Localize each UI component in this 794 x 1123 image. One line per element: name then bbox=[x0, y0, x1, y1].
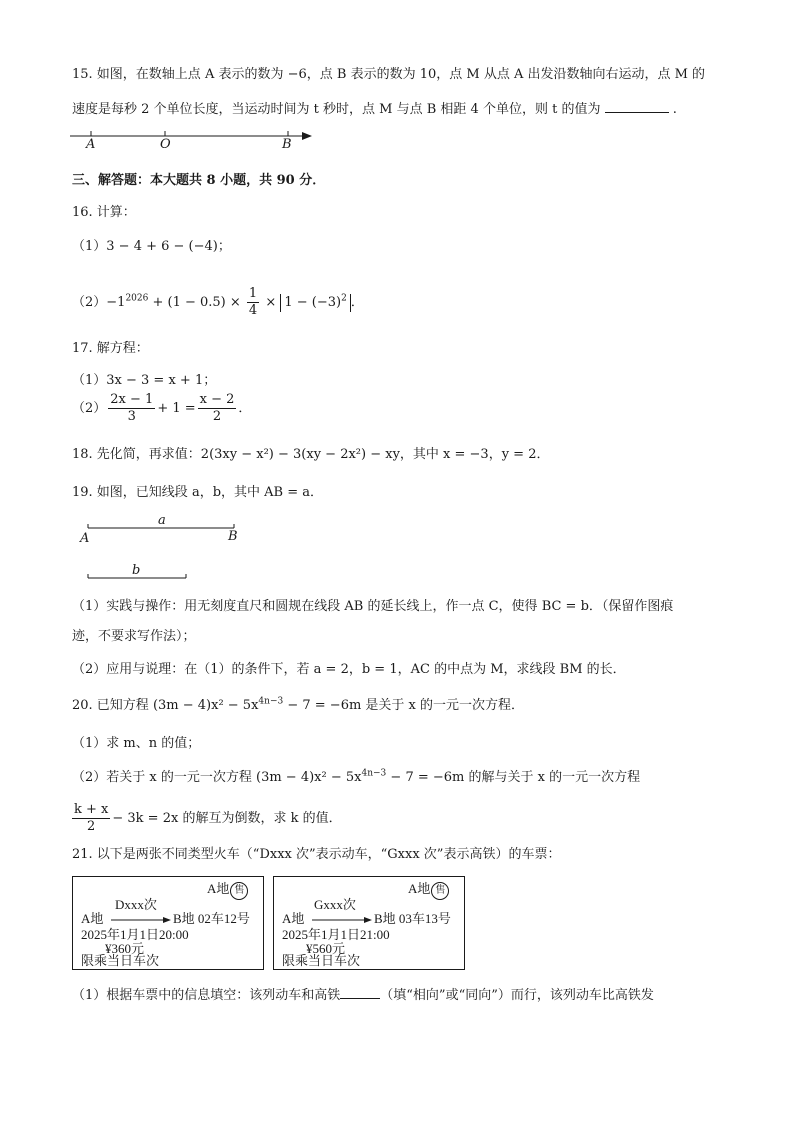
q15-line2 bbox=[72, 100, 677, 119]
ticket-seat: 02车12号 bbox=[197, 911, 250, 926]
frac-numerator: k + x bbox=[74, 802, 109, 817]
axis-label-a: A bbox=[86, 137, 96, 152]
ticket-from: A地 bbox=[282, 911, 305, 926]
q20-title-post: − 7 = −6m 是关于 x 的一元一次方程． bbox=[283, 698, 525, 713]
ticket-note: 限乘当日车次 bbox=[282, 953, 361, 968]
ticket-dongche bbox=[72, 876, 264, 970]
axis-arrow bbox=[302, 132, 312, 140]
point-a-label: A bbox=[80, 531, 90, 546]
q20-title bbox=[72, 697, 524, 715]
q20-fraction bbox=[72, 802, 110, 835]
ticket-gaotie bbox=[273, 876, 465, 970]
q16-p2-end: ． bbox=[350, 295, 364, 310]
q15-line1: 15. 如图，在数轴上点 A 表示的数为 −6，点 B 表示的数为 10，点 M 从点 A 出发沿数轴向右运动，点 M 的 bbox=[72, 67, 706, 82]
segment-a-label: a bbox=[158, 513, 166, 528]
q20-part2-cont bbox=[70, 802, 342, 835]
frac-denominator: 4 bbox=[248, 303, 258, 318]
ticket-to-seat bbox=[374, 911, 451, 927]
ticket-station bbox=[207, 881, 248, 900]
segment-b-label: b bbox=[132, 563, 141, 578]
q21-p1-post: （填“相向”或“同向”）而行，该列动车比高铁发 bbox=[380, 988, 654, 1003]
frac-denominator: 2 bbox=[212, 409, 222, 424]
frac-numerator: x − 2 bbox=[199, 392, 235, 407]
ticket-train: Gxxx次 bbox=[314, 897, 356, 912]
q16-p2-mid: + (1 − 0.5) × bbox=[148, 295, 245, 310]
q20-title-exp: 4n−3 bbox=[258, 696, 284, 707]
axis-label-o: O bbox=[160, 137, 171, 152]
q16-p2-times: × bbox=[261, 295, 281, 310]
ticket-station-text: A地 bbox=[207, 881, 230, 896]
ticket-date: 2025年1月1日20:00 bbox=[81, 927, 189, 942]
q20-p2-post: − 7 = −6m 的解与关于 x 的一元一次方程 bbox=[386, 770, 641, 785]
q15-line2-text: 速度是每秒 2 个单位长度，当运动时间为 t 秒时，点 M 与点 B 相距 4 个单位，则 t 的值为 bbox=[72, 102, 601, 117]
ticket-to: B地 bbox=[374, 911, 396, 926]
q17-part1: （1）3x − 3 = x + 1； bbox=[72, 373, 217, 388]
ticket-train: Dxxx次 bbox=[115, 897, 157, 912]
axis-label-b: B bbox=[282, 137, 292, 152]
point-b-label: B bbox=[228, 529, 238, 544]
q19-title: 19. 如图，已知线段 a，b，其中 AB = a． bbox=[72, 485, 323, 500]
ticket-station-text: A地 bbox=[408, 881, 431, 896]
q20-p2-exp: 4n−3 bbox=[361, 768, 387, 779]
ticket-date: 2025年1月1日21:00 bbox=[282, 927, 390, 942]
ticket-seat: 03车13号 bbox=[398, 911, 451, 926]
q19-part1-line1: （1）实践与操作：用无刻度直尺和圆规在线段 AB 的延长线上，作一点 C，使得 BC = b．（保留作图痕 bbox=[72, 599, 674, 614]
q16-fraction bbox=[247, 286, 259, 319]
q17-p2-end: ． bbox=[238, 401, 252, 416]
q21-p1-text: （1）根据车票中的信息填空：该列动车和高铁 bbox=[72, 988, 341, 1003]
ticket-to: B地 bbox=[173, 911, 195, 926]
q20-p2-pre: （2）若关于 x 的一元一次方程 (3m − 4)x² − 5x bbox=[72, 770, 362, 785]
frac-denominator: 2 bbox=[87, 819, 96, 834]
ticket-to-seat bbox=[173, 911, 250, 927]
answer-blank bbox=[340, 986, 380, 999]
q18-text: 18. 先化简，再求值：2(3xy − x²) − 3(xy − 2x²) − xy，其中 x = −3，y = 2． bbox=[72, 447, 550, 462]
frac-numerator: 1 bbox=[248, 286, 258, 301]
q20-title-pre: 20. 已知方程 (3m − 4)x² − 5x bbox=[72, 698, 259, 713]
q16-part2 bbox=[72, 286, 364, 319]
answer-blank bbox=[605, 100, 669, 113]
q16-abs bbox=[280, 294, 350, 312]
q21-part1 bbox=[72, 986, 654, 1005]
ticket-note: 限乘当日车次 bbox=[81, 953, 160, 968]
arrow-right-icon bbox=[109, 915, 173, 925]
q16-part1: （1）3 − 4 + 6 − (−4)； bbox=[72, 239, 231, 254]
q16-p2-prefix: （2）−1 bbox=[72, 295, 126, 310]
q17-fraction-2 bbox=[198, 392, 237, 425]
q20-part2 bbox=[72, 769, 640, 787]
frac-denominator: 3 bbox=[127, 409, 136, 424]
q16-abs-body: 1 − (−3) bbox=[284, 295, 342, 310]
arrow-right-icon bbox=[310, 915, 374, 925]
q15-line2-end: . bbox=[672, 102, 677, 117]
q21-title: 21. 以下是两张不同类型火车（“Dxxx 次”表示动车，“Gxxx 次”表示高铁）的车票： bbox=[72, 847, 561, 862]
q17-p2-mid: + 1 = bbox=[157, 401, 196, 416]
seal-icon: 售 bbox=[230, 882, 248, 900]
q17-fraction-1 bbox=[108, 392, 155, 425]
q16-p2-exp: 2026 bbox=[125, 293, 149, 304]
ticket-station bbox=[408, 881, 449, 900]
q17-p2-label: （2） bbox=[72, 401, 107, 416]
ticket-price: ¥560元 bbox=[306, 941, 346, 956]
q19-part1-line2: 迹，不要求写作法）； bbox=[72, 629, 196, 644]
section-heading: 三、解答题：本大题共 8 小题，共 90 分． bbox=[72, 173, 326, 188]
q16-title: 16. 计算： bbox=[72, 205, 136, 220]
frac-numerator: 2x − 1 bbox=[110, 392, 154, 407]
q20-part1: （1）求 m、n 的值； bbox=[72, 736, 201, 751]
q19-part2: （2）应用与说理：在（1）的条件下，若 a = 2，b = 1，AC 的中点为 M，求线段 BM 的长． bbox=[72, 662, 626, 677]
seal-icon: 售 bbox=[431, 882, 449, 900]
q17-part2 bbox=[72, 392, 251, 425]
q16-abs-exp: 2 bbox=[341, 293, 347, 304]
ticket-from: A地 bbox=[81, 911, 104, 926]
q20-p3-post: − 3k = 2x 的解互为倒数，求 k 的值． bbox=[112, 811, 342, 826]
ticket-price: ¥360元 bbox=[105, 941, 145, 956]
q17-title: 17. 解方程： bbox=[72, 341, 149, 356]
